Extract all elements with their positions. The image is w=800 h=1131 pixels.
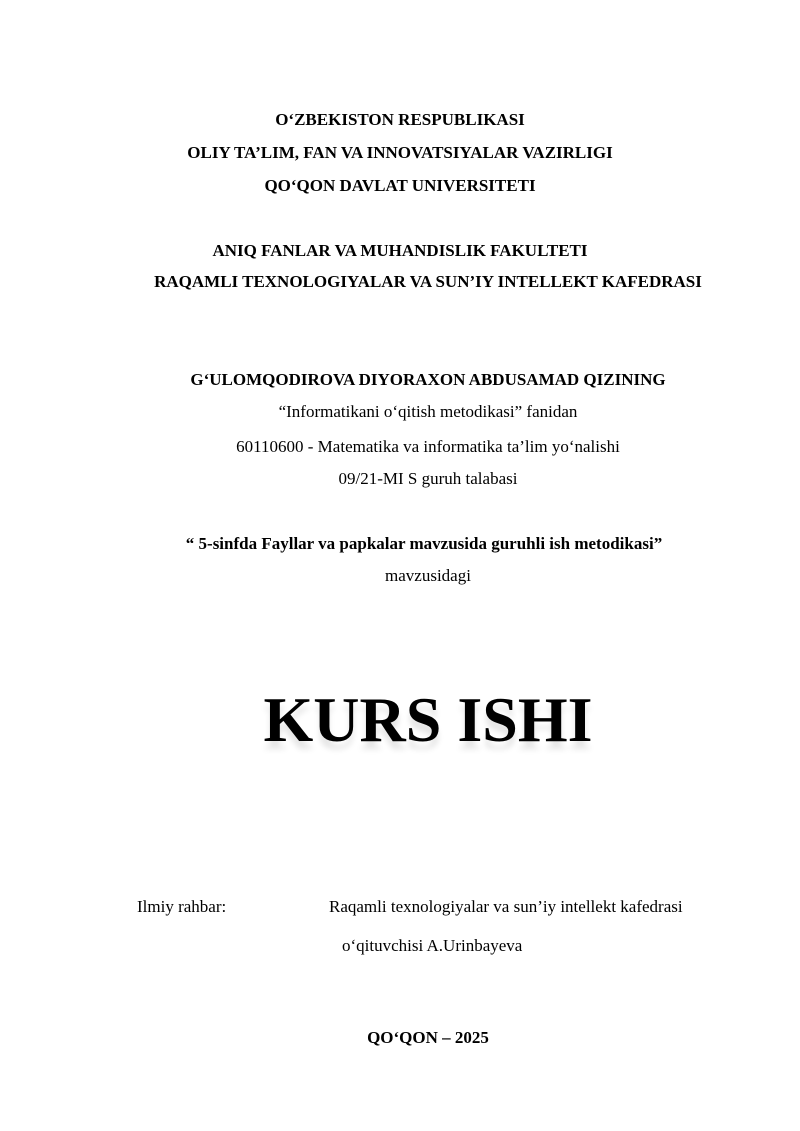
advisor-label: Ilmiy rahbar:	[137, 897, 227, 916]
ministry-heading: OLIY TA’LIM, FAN VA INNOVATSIYALAR VAZIRLIGI	[187, 143, 613, 162]
department-heading: RAQAMLI TEXNOLOGIYALAR VA SUN’IY INTELLEKT KAFEDRASI	[154, 272, 702, 291]
topic-suffix: mavzusidagi	[385, 566, 471, 585]
city-year: QO‘QON – 2025	[367, 1028, 489, 1047]
university-heading: QO‘QON DAVLAT UNIVERSITETI	[264, 176, 536, 195]
document-title: KURS ISHI	[263, 684, 593, 755]
republic-heading: O‘ZBEKISTON RESPUBLIKASI	[275, 110, 525, 129]
direction-line: 60110600 - Matematika va informatika ta’lim yo‘nalishi	[236, 437, 620, 456]
student-name: G‘ULOMQODIROVA DIYORAXON ABDUSAMAD QIZINING	[190, 370, 666, 389]
advisor-department: Raqamli texnologiyalar va sun’iy intellekt kafedrasi	[329, 897, 683, 916]
subject-line: “Informatikani o‘qitish metodikasi” fanidan	[278, 402, 578, 421]
group-line: 09/21-MI S guruh talabasi	[338, 469, 518, 488]
topic-title: “ 5-sinfda Fayllar va papkalar mavzusida guruhli ish metodikasi”	[185, 534, 663, 553]
faculty-heading: ANIQ FANLAR VA MUHANDISLIK FAKULTETI	[212, 241, 588, 260]
advisor-name: o‘qituvchisi A.Urinbayeva	[342, 936, 523, 955]
